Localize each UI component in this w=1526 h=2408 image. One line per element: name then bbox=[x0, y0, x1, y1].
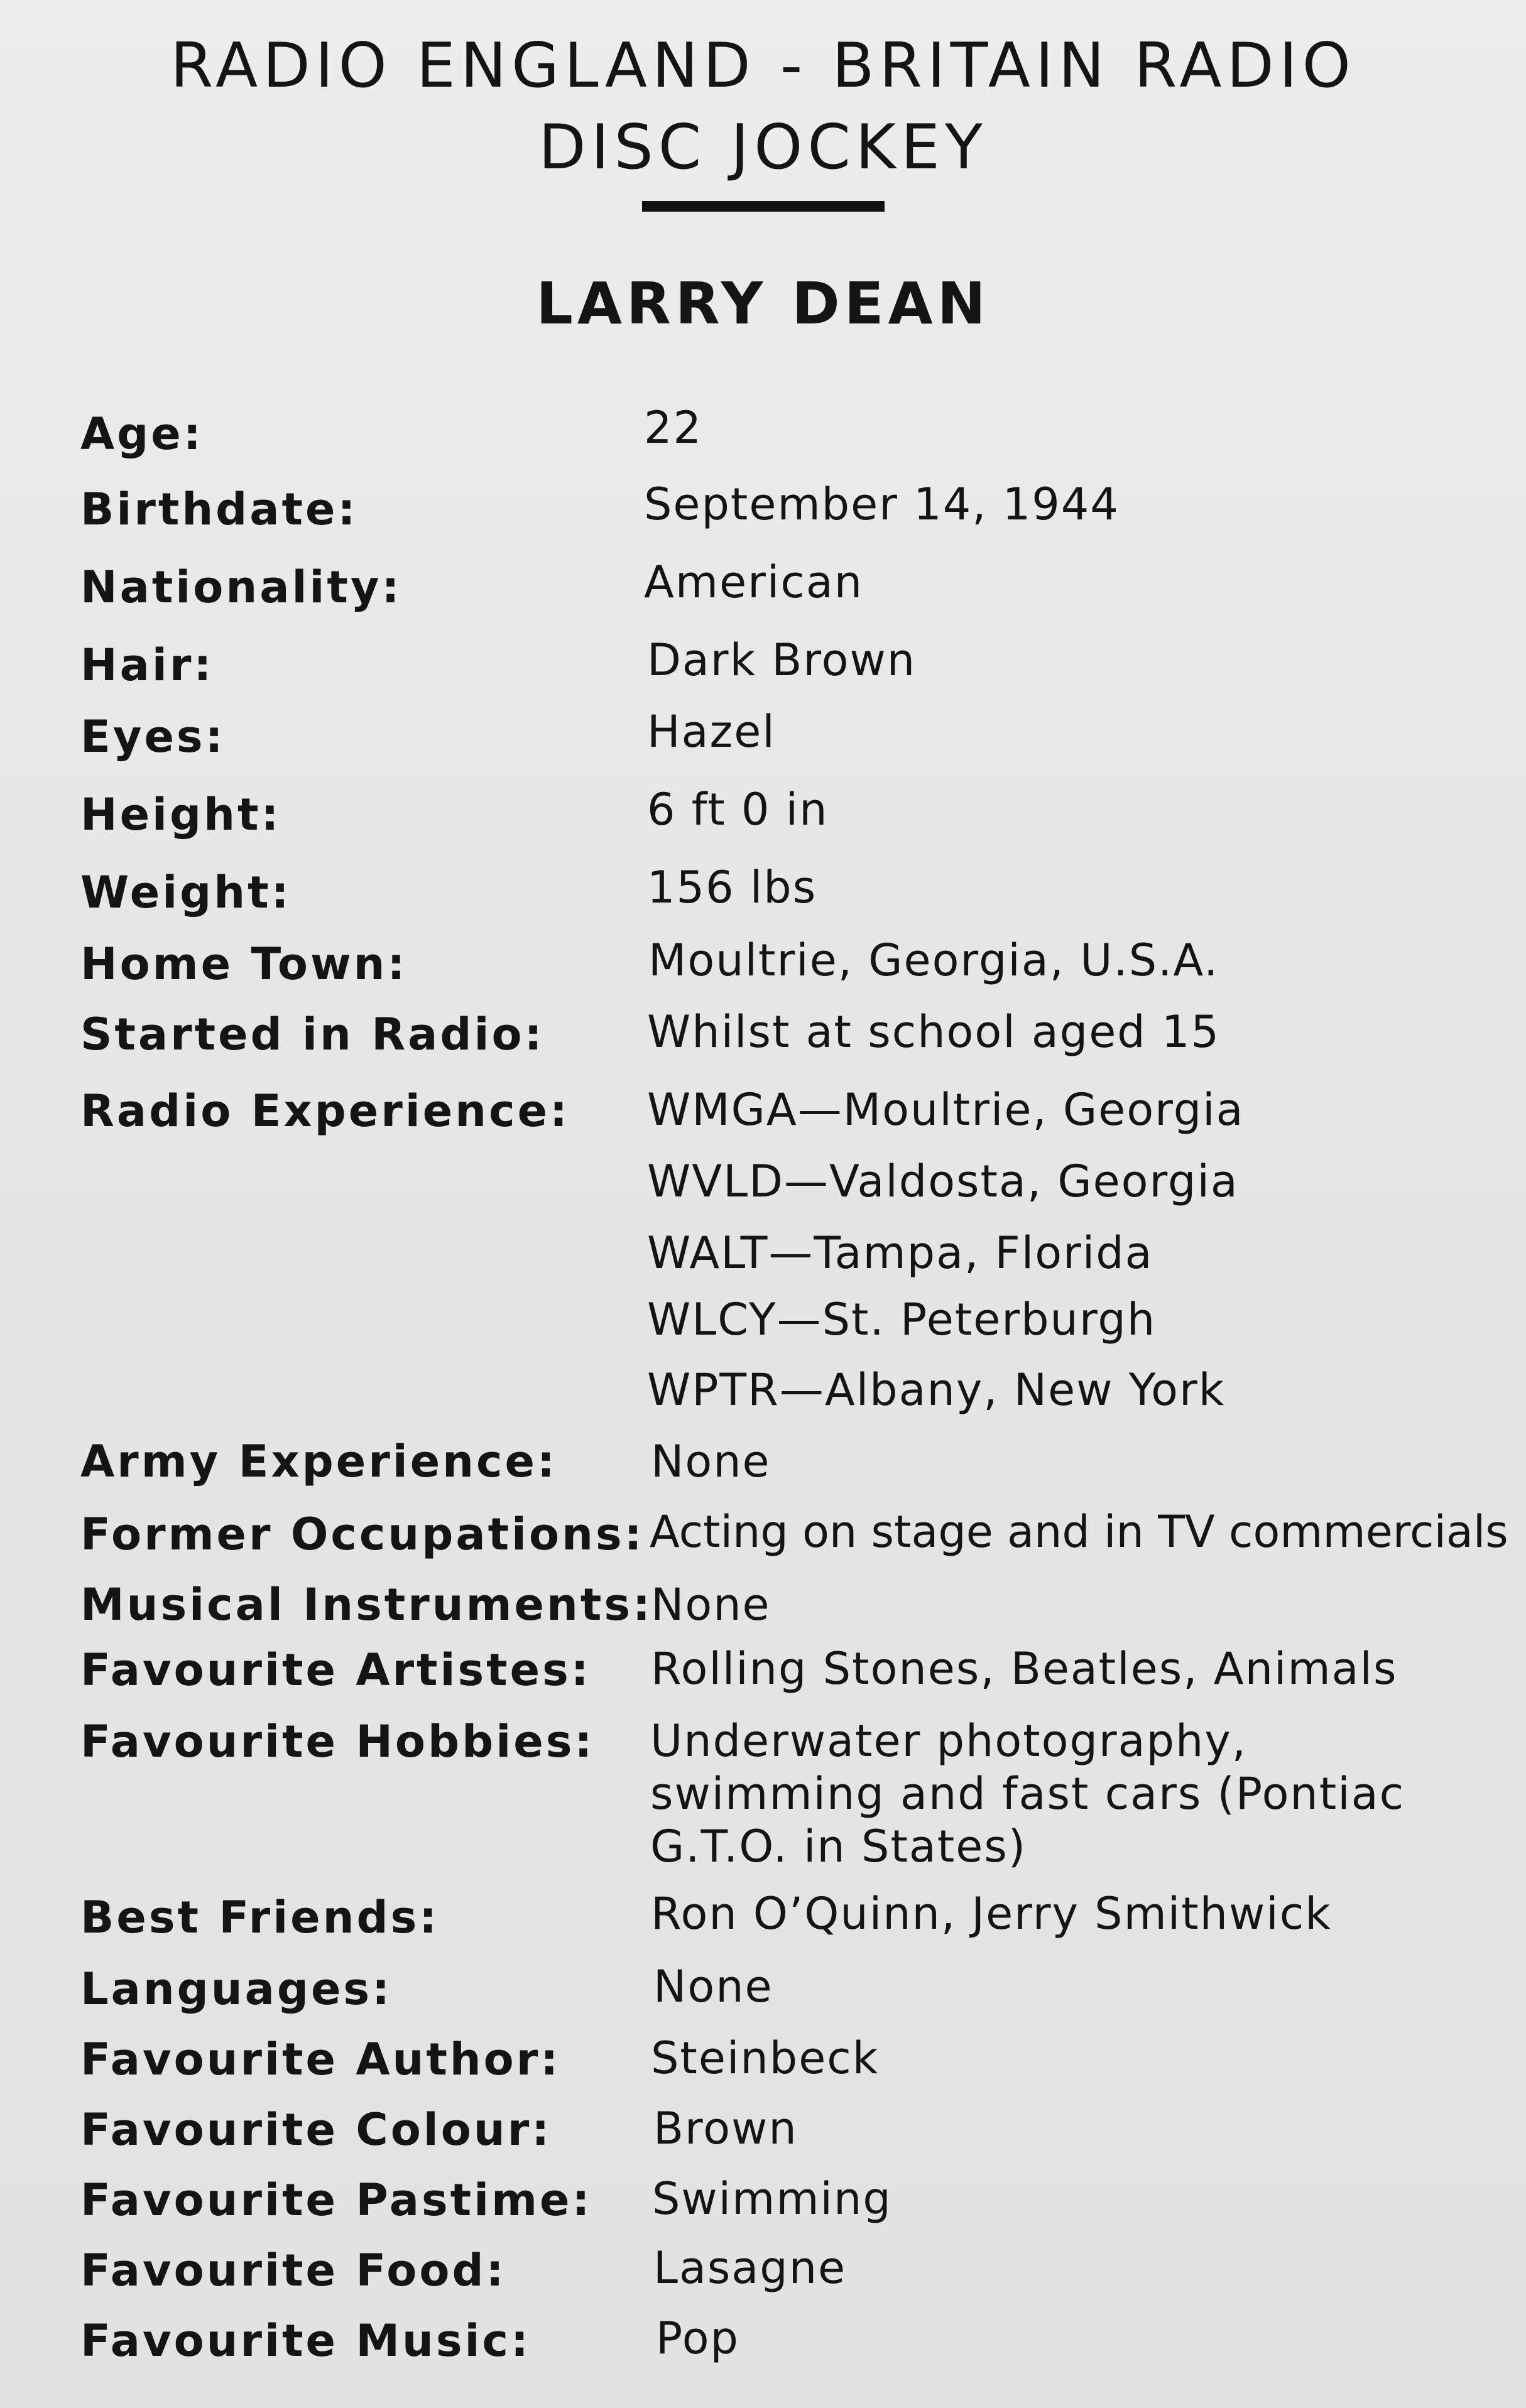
field-label: Former Occupations: bbox=[80, 1509, 645, 1560]
radio-station-item: WALT—Tampa, Florida bbox=[647, 1227, 1153, 1279]
field-label: Hair: bbox=[80, 639, 214, 691]
field-label: Favourite Food: bbox=[80, 2245, 506, 2296]
field-label: Favourite Colour: bbox=[80, 2104, 552, 2156]
field-value: Moultrie, Georgia, U.S.A. bbox=[648, 935, 1219, 986]
field-value: None bbox=[651, 1436, 771, 1487]
field-value: American bbox=[644, 556, 864, 608]
field-value: Acting on stage and in TV commercials bbox=[650, 1506, 1508, 1558]
field-label: Favourite Music: bbox=[80, 2315, 531, 2367]
field-value: Whilst at school aged 15 bbox=[647, 1006, 1221, 1058]
dj-name: LARRY DEAN bbox=[536, 270, 990, 337]
field-value: Steinbeck bbox=[651, 2032, 880, 2084]
field-value: None bbox=[653, 1961, 773, 2012]
field-label: Languages: bbox=[80, 1963, 393, 2015]
field-value: None bbox=[651, 1579, 771, 1630]
field-value: Underwater photography, swimming and fast cars (Pontiac G.T.O. in States) bbox=[650, 1715, 1405, 1872]
radio-station-item: WVLD—Valdosta, Georgia bbox=[647, 1156, 1239, 1207]
field-label: Favourite Pastime: bbox=[80, 2174, 592, 2226]
field-value: Rolling Stones, Beatles, Animals bbox=[651, 1643, 1398, 1695]
field-value: Dark Brown bbox=[647, 634, 917, 686]
field-label: Started in Radio: bbox=[80, 1009, 545, 1060]
field-value: Lasagne bbox=[653, 2242, 847, 2294]
field-label: Birthdate: bbox=[80, 484, 358, 535]
radio-station-item: WPTR—Albany, New York bbox=[647, 1364, 1226, 1416]
radio-station-item: WLCY—St. Peterburgh bbox=[647, 1294, 1157, 1345]
field-value: Swimming bbox=[652, 2173, 892, 2225]
field-label: Home Town: bbox=[80, 938, 408, 990]
field-label: Age: bbox=[80, 408, 204, 460]
field-label: Radio Experience: bbox=[80, 1085, 570, 1137]
field-label: Height: bbox=[80, 789, 281, 840]
field-label: Army Experience: bbox=[80, 1436, 557, 1487]
field-value: 22 bbox=[644, 402, 703, 453]
field-label: Favourite Hobbies: bbox=[80, 1716, 595, 1767]
radio-station-item: WMGA—Moultrie, Georgia bbox=[647, 1084, 1245, 1136]
field-value: 6 ft 0 in bbox=[647, 784, 829, 835]
field-value: Ron O’Quinn, Jerry Smithwick bbox=[651, 1888, 1332, 1939]
field-value: 156 lbs bbox=[647, 862, 817, 913]
station-title: RADIO ENGLAND - BRITAIN RADIO bbox=[170, 30, 1356, 102]
field-label: Favourite Author: bbox=[80, 2034, 561, 2085]
field-label: Nationality: bbox=[80, 561, 402, 613]
field-label: Eyes: bbox=[80, 711, 226, 762]
field-label: Musical Instruments: bbox=[80, 1579, 653, 1630]
role-title: DISC JOCKEY bbox=[538, 112, 988, 183]
field-value: Pop bbox=[656, 2313, 739, 2364]
field-value: Brown bbox=[653, 2103, 798, 2154]
field-value: Hazel bbox=[647, 706, 776, 757]
field-label: Best Friends: bbox=[80, 1892, 440, 1943]
header-underline bbox=[642, 201, 885, 212]
field-value: September 14, 1944 bbox=[644, 479, 1120, 530]
field-label: Weight: bbox=[80, 867, 292, 918]
field-label: Favourite Artistes: bbox=[80, 1644, 591, 1696]
page-header bbox=[0, 25, 1526, 212]
